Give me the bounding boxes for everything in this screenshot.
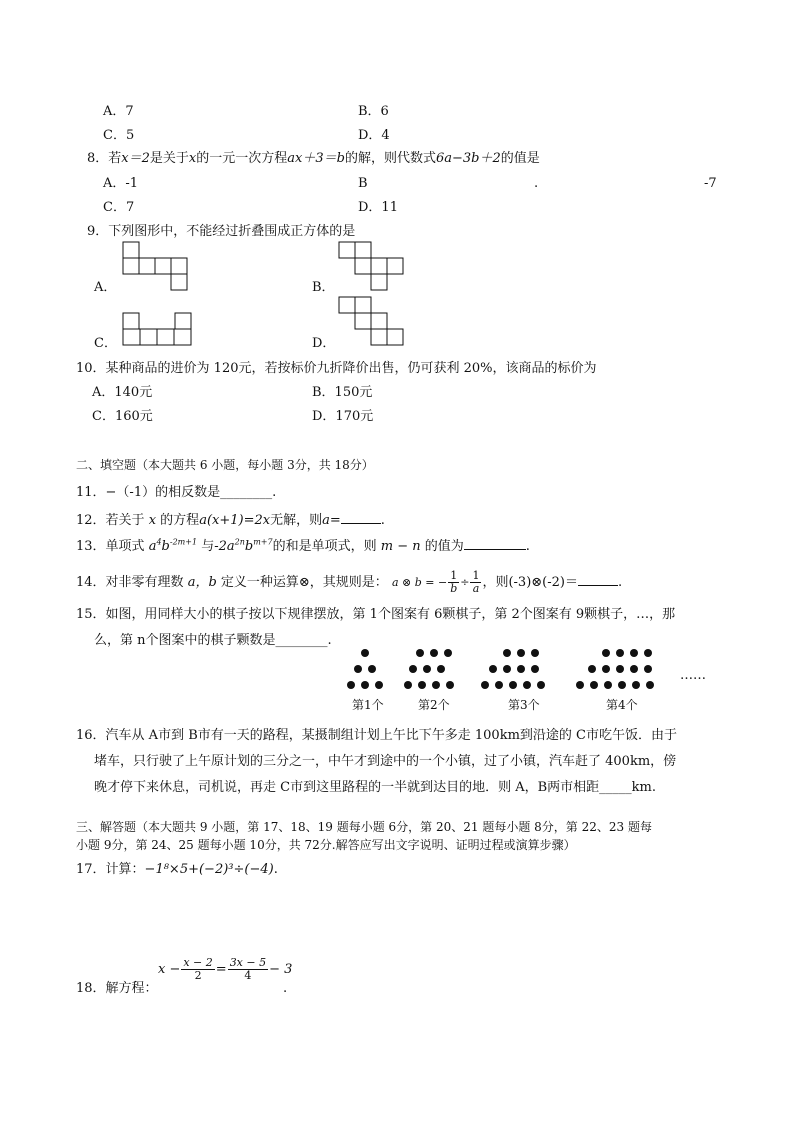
chess-piece [503,649,511,657]
q7-option-c: C．5 [103,128,135,143]
chess-piece [537,681,545,689]
q7-option-d: D．4 [358,128,390,143]
section-2-heading: 二、填空题（本大题共 6 小题，每小题 3分，共 18分） [76,458,374,472]
q14-blank [578,572,618,586]
q9-stem: 9．下列图形中，不能经过折叠围成正方体的是 [87,224,356,239]
chess-piece [602,649,610,657]
q8-option-c: C．7 [103,200,135,215]
chess-piece [517,665,525,673]
q14: 14．对非零有理数 a，b 定义一种运算⊗，其规则是： a ⊗ b = − $\frac{1}{b}$ ÷ $\frac{1}{a}$ ，则(-3)⊗(-2)＝ . [76,568,623,595]
q13-blank [464,536,526,550]
net-figure-a [123,242,193,290]
q9-option-d: D． [312,336,336,351]
chess-piece [531,649,539,657]
chess-piece [416,649,424,657]
q16-line3: 晚才停下来休息，司机说，再走 C市到这里路程的一半就到达目的地．则 A，B两市相距_____km. [94,780,656,795]
q16-line1: 16．汽车从 A市到 B市有一天的路程，某摄制组计划上午比下午多走 100km到沿途的 C市吃午饭．由于 [76,728,677,743]
chess-piece [604,681,612,689]
chess-piece [630,649,638,657]
q15-line2: 么，第 n个图案中的棋子颗数是________. [94,633,332,648]
q7-option-a: A．7 [103,104,134,119]
chess-piece [616,665,624,673]
q9-option-b: B． [312,280,335,295]
chess-piece [368,665,376,673]
chess-piece [588,665,596,673]
q12: 12．若关于 x 的方程a(x+1)=2x无解，则a= . [76,510,385,529]
q10-option-b: B．150元 [312,385,373,400]
pattern-caption-2: 第2个 [418,698,450,712]
q17: 17．计算：−1⁸×5+(−2)³÷(−4). [76,862,278,877]
q15-line1: 15．如图，用同样大小的棋子按以下规律摆放，第 1个图案有 6颗棋子，第 2个图案有 9颗棋子，…，那 [76,607,676,622]
chess-piece [430,649,438,657]
q16-line2: 堵车，只行驶了上午原计划的三分之一，中午才到途中的一个小镇，过了小镇，汽车赶了 400km，傍 [94,754,677,769]
section-3-heading-line2: 小题 9分，第 24、25 题每小题 10分，共 72分.解答应写出文字说明、证明过程或演算步骤） [76,838,576,852]
chess-piece [404,681,412,689]
chess-piece [418,681,426,689]
net-figure-c [123,313,193,347]
chess-piece [590,681,598,689]
chess-piece [503,665,511,673]
q12-blank [341,510,381,524]
chess-piece [444,649,452,657]
section-3-heading-line1: 三、解答题（本大题共 9 小题，第 17、18、19 题每小题 6分，第 20、21 题每小题 8分，第 22、23 题每 [76,820,652,834]
pattern-ellipsis: …… [680,668,706,683]
chess-piece [509,681,517,689]
q18-label: 18．解方程： [76,981,158,996]
chess-piece [361,681,369,689]
q10-option-c: C．160元 [92,409,153,424]
q8-option-b-dot: . [534,176,539,191]
chess-piece [409,665,417,673]
chess-piece [481,681,489,689]
q8-option-b: B [358,176,368,191]
chess-piece [616,649,624,657]
q13: 13．单项式 $a^4b^{-2m+1}$ 与$-2a^{2n}b^{m+7}$的和是单项式，则 m − n 的值为 . [76,537,530,554]
chess-piece [517,649,525,657]
q10-option-d: D．170元 [312,409,374,424]
chess-piece [644,649,652,657]
chess-piece [531,665,539,673]
q18-end: . [283,981,288,996]
chess-piece [446,681,454,689]
q7-option-b: B．6 [358,104,389,119]
chess-piece [602,665,610,673]
chess-piece [347,681,355,689]
net-figure-d [339,297,409,349]
q18-equation: x − $\frac{x - 2}{2}$ = $\frac{3x - 5}{4}$ − 3 [158,956,293,983]
chess-piece [354,665,362,673]
pattern-caption-4: 第4个 [606,698,638,712]
q9-option-a: A． [94,280,117,295]
chess-piece [644,665,652,673]
chess-piece [375,681,383,689]
q10-option-a: A．140元 [92,385,153,400]
chess-piece [437,665,445,673]
q8-option-d: D．11 [358,200,398,215]
q11: 11．−（-1）的相反数是________. [76,485,277,500]
q8-option-b-value: -7 [704,176,717,191]
chess-piece [630,665,638,673]
chess-piece [576,681,584,689]
pattern-caption-3: 第3个 [508,698,540,712]
pattern-caption-1: 第1个 [352,698,384,712]
chess-piece [489,665,497,673]
q8-option-a: A．-1 [103,176,139,191]
net-figure-b [339,242,409,290]
chess-piece [523,681,531,689]
q8-stem: 8．若x＝2是关于x的一元一次方程ax＋3＝b的解，则代数式6a−3b＋2的值是 [87,151,540,166]
chess-piece [361,649,369,657]
chess-piece [495,681,503,689]
chess-piece [632,681,640,689]
chess-piece [432,681,440,689]
q10-stem: 10．某种商品的进价为 120元，若按标价九折降价出售，仍可获利 20%，该商品的标价为 [76,361,597,376]
q9-option-c: C． [94,336,117,351]
chess-piece [646,681,654,689]
chess-piece [618,681,626,689]
chess-piece [423,665,431,673]
